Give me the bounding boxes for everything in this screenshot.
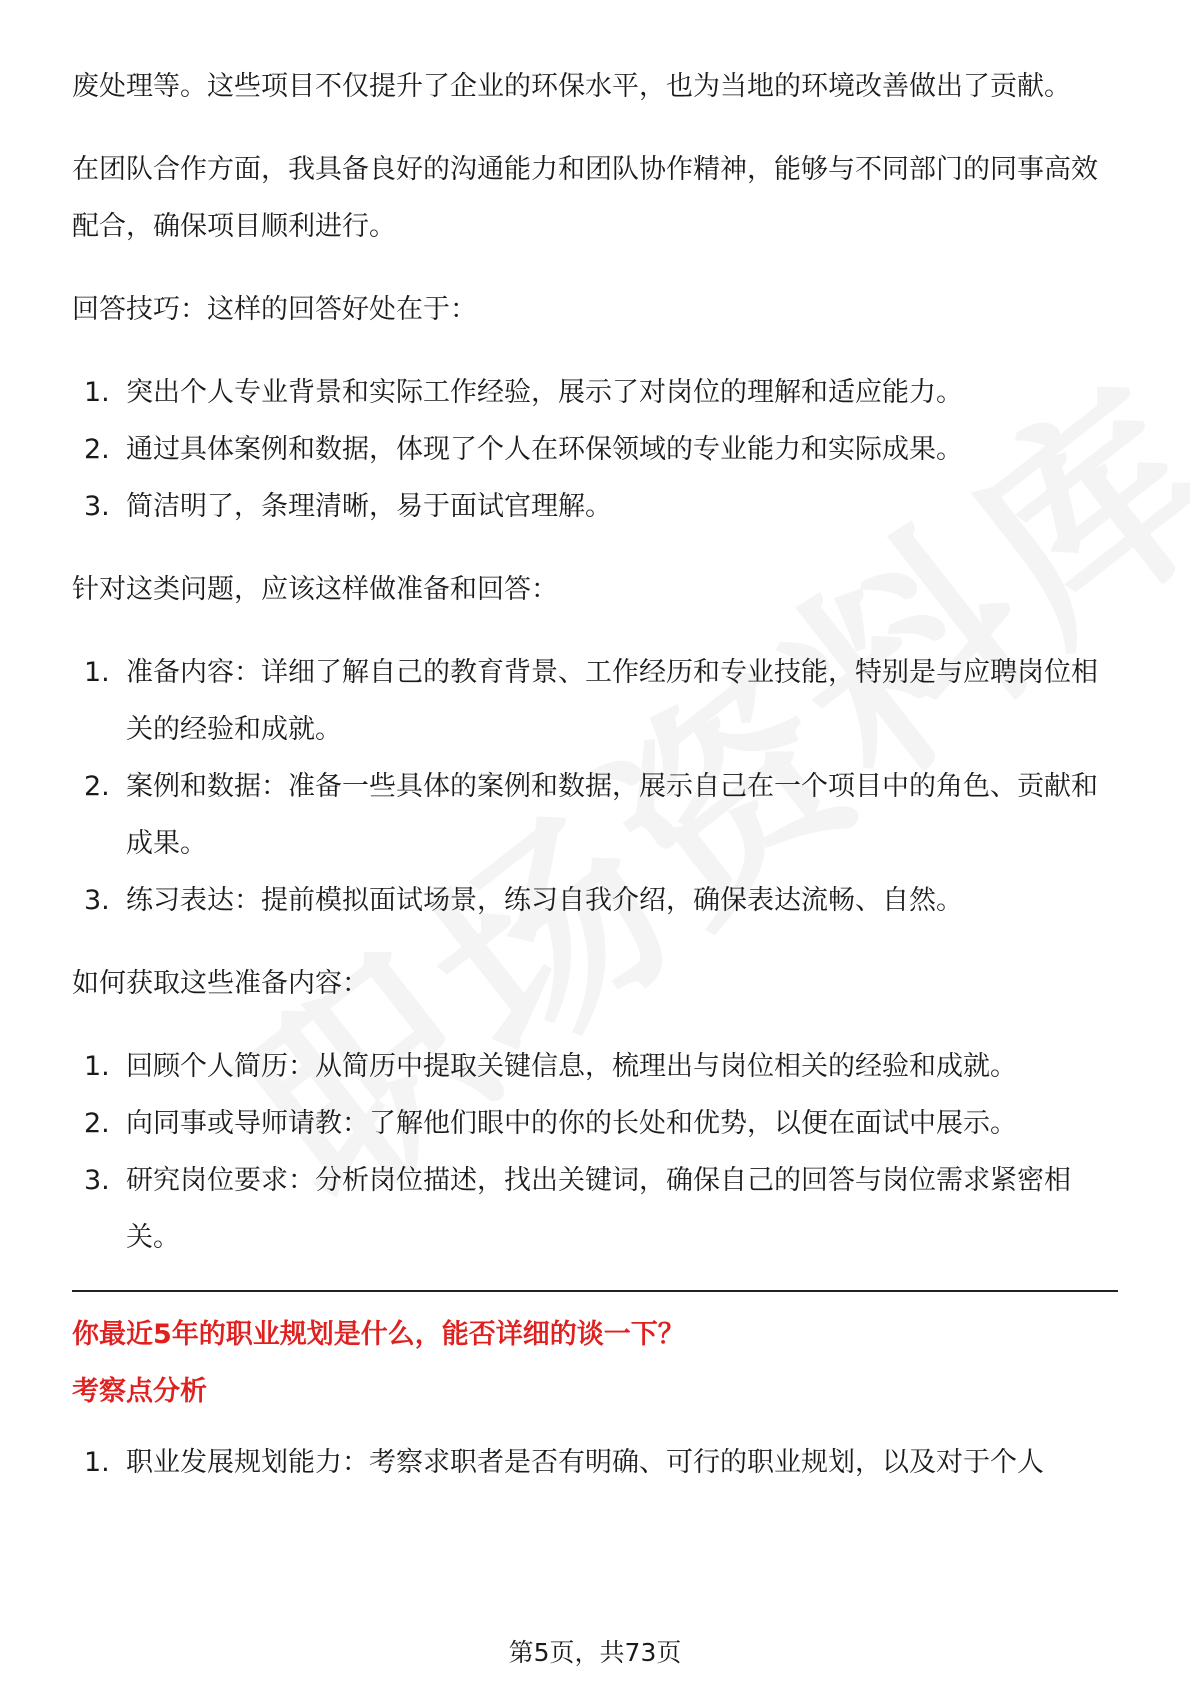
paragraph-1: 废处理等。这些项目不仅提升了企业的环保水平，也为当地的环境改善做出了贡献。 <box>72 71 1071 102</box>
list-item-text: 通过具体案例和数据，体现了个人在环保领域的专业能力和实际成果。 <box>126 434 963 465</box>
list-item <box>72 1152 1118 1266</box>
paragraph-2: 在团队合作方面，我具备良好的沟通能力和团队协作精神，能够与不同部门的同事高效配合，确保项目顺利进行。 <box>72 154 1098 242</box>
preparation-list <box>72 644 1118 929</box>
list-item-text: 准备内容：详细了解自己的教育背景、工作经历和专业技能，特别是与应聘岗位相关的经验和成就。 <box>126 657 1098 745</box>
paragraph-4: 针对这类问题，应该这样做准备和回答： <box>72 574 558 605</box>
list-number: 3. <box>84 491 110 522</box>
list-number: 3. <box>84 1165 110 1196</box>
list-number: 1. <box>84 1447 110 1478</box>
list-item-text: 练习表达：提前模拟面试场景，练习自我介绍，确保表达流畅、自然。 <box>126 885 963 916</box>
list-item <box>72 1434 1118 1491</box>
list-number: 2. <box>84 434 110 465</box>
list-item-text: 案例和数据：准备一些具体的案例和数据，展示自己在一个项目中的角色、贡献和成果。 <box>126 771 1098 859</box>
list-item-text: 突出个人专业背景和实际工作经验，展示了对岗位的理解和适应能力。 <box>126 377 963 408</box>
list-item-text: 职业发展规划能力：考察求职者是否有明确、可行的职业规划，以及对于个人 <box>126 1447 1044 1478</box>
sources-list <box>72 1038 1118 1266</box>
list-item <box>72 1095 1118 1152</box>
list-number: 1. <box>84 1051 110 1082</box>
list-item <box>72 872 1118 929</box>
list-item-text: 回顾个人简历：从简历中提取关键信息，梳理出与岗位相关的经验和成就。 <box>126 1051 1017 1082</box>
paragraph-5: 如何获取这些准备内容： <box>72 968 369 999</box>
list-item <box>72 644 1118 758</box>
list-number: 1. <box>84 657 110 688</box>
list-item-text: 向同事或导师请教：了解他们眼中的你的长处和优势，以便在面试中展示。 <box>126 1108 1017 1139</box>
answer-tips-list <box>72 364 1118 535</box>
document-page <box>72 58 1118 1517</box>
list-item <box>72 478 1118 535</box>
list-number: 3. <box>84 885 110 916</box>
page-footer: 第5页，共73页 <box>508 1638 682 1667</box>
list-number: 2. <box>84 771 110 802</box>
list-item <box>72 364 1118 421</box>
list-number: 1. <box>84 377 110 408</box>
section-divider <box>72 1290 1118 1292</box>
paragraph-3: 回答技巧：这样的回答好处在于： <box>72 294 477 325</box>
list-item-text: 简洁明了，条理清晰，易于面试官理解。 <box>126 491 612 522</box>
analysis-subheading: 考察点分析 <box>72 1376 207 1407</box>
list-item <box>72 758 1118 872</box>
analysis-list <box>72 1434 1118 1491</box>
list-number: 2. <box>84 1108 110 1139</box>
question-heading: 你最近5年的职业规划是什么，能否详细的谈一下？ <box>72 1319 685 1350</box>
list-item <box>72 1038 1118 1095</box>
list-item-text: 研究岗位要求：分析岗位描述，找出关键词，确保自己的回答与岗位需求紧密相关。 <box>126 1165 1071 1253</box>
list-item <box>72 421 1118 478</box>
